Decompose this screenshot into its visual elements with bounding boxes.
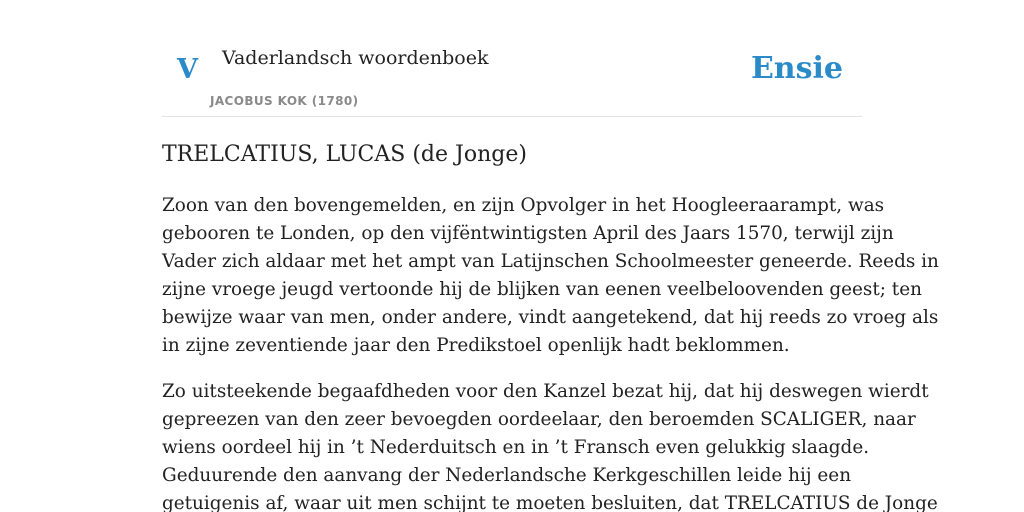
paragraph-line: Geduurende den aanvang der Nederlandsche Kerkgeschillen leide hij een	[162, 465, 852, 486]
paragraph-line: in zijne zeventiende jaar den Predikstoel openlijk hadt beklommen.	[162, 335, 790, 356]
header	[162, 0, 862, 117]
paragraph-line: getuigenis af, waar uit men schijnt te moeten besluiten, dat TRELCATIUS de Jonge	[162, 493, 938, 512]
paragraph-line: bewijze waar van men, onder andere, vindt aangetekend, dat hij reeds zo vroeg als	[162, 307, 939, 328]
paragraph-line: Vader zich aldaar met het ampt van Latijnschen Schoolmeester geneerde. Reeds in	[162, 251, 939, 272]
paragraph-line: gepreezen van den zeer bevoegden oordeelaar, den beroemden SCALIGER, naar	[162, 409, 916, 430]
brand-logo-link[interactable]: Ensie	[750, 51, 843, 86]
paragraph-line: Zoon van den bovengemelden, en zijn Opvolger in het Hoogleeraarampt, was	[162, 195, 885, 216]
book-letter-icon: V	[177, 54, 198, 85]
entry-content	[162, 192, 939, 512]
paragraph-line: Zo uitsteekende begaafdheden voor den Kanzel bezat hij, dat hij deswegen wierdt	[162, 381, 929, 402]
paragraph-line: zijne vroege jeugd vertoonde hij de blijken van eenen veelbeloovenden geest; ten	[162, 279, 922, 300]
entry-title: TRELCATIUS, LUCAS (de Jonge)	[162, 142, 527, 167]
paragraph-line: gebooren te Londen, op den vijfëntwintigsten April des Jaars 1570, terwijl zijn	[162, 223, 894, 244]
book-title-link[interactable]: Vaderlandsch woordenboek	[222, 47, 489, 69]
paragraph-line: wiens oordeel hij in ’t Nederduitsch en in ’t Fransch even gelukkig slaagde.	[162, 437, 870, 458]
paragraph-1	[162, 192, 939, 360]
paragraph-2	[162, 378, 938, 512]
book-author-link[interactable]: JACOBUS KOK (1780)	[210, 94, 359, 108]
